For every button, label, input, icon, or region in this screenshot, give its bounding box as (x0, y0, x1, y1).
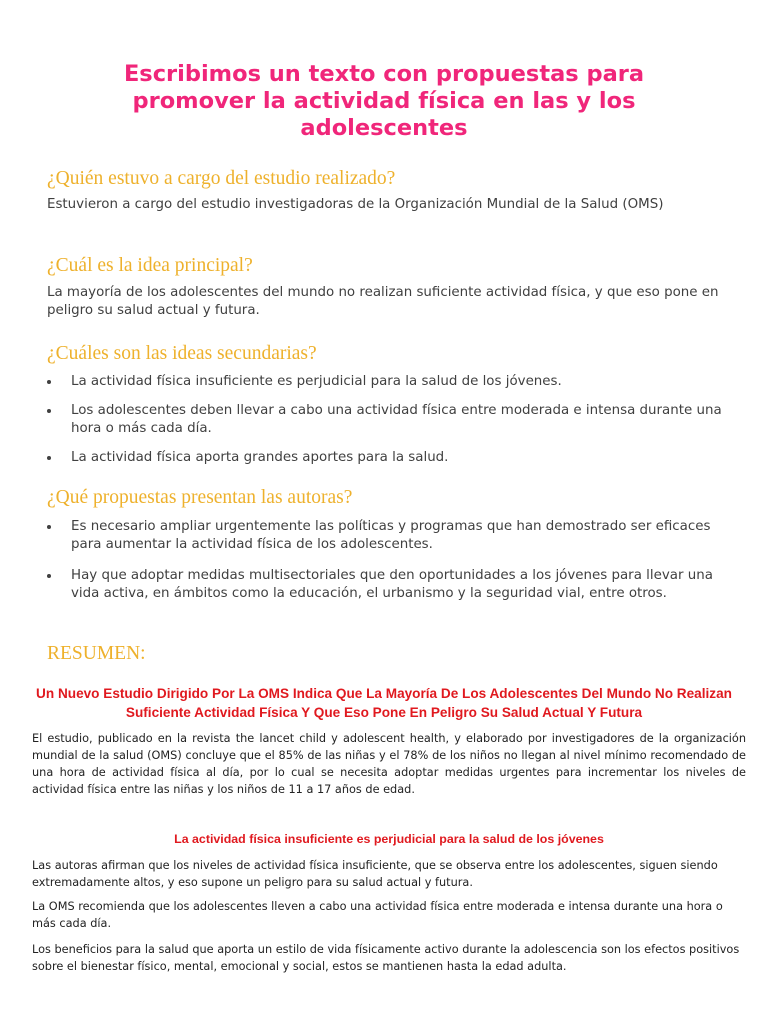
question-heading-2: ¿Cuál es la idea principal? (47, 255, 253, 276)
summary-subheading: La actividad física insuficiente es perjudicial para la salud de los jóvenes (174, 832, 604, 846)
summary-headline: Un Nuevo Estudio Dirigido Por La OMS Indica Que La Mayoría De Los Adolescentes Del Mundo No Realizan Suficiente Actividad Física Y Que Eso Pone En Peligro Su Salud Actual Y Futura (36, 686, 732, 720)
answer-paragraph-2: La mayoría de los adolescentes del mundo no realizan suficiente actividad física, y que eso pone en peligro su salud actual y futura. (47, 285, 719, 318)
list-item (47, 449, 727, 467)
bullet-icon (47, 456, 51, 460)
question-heading-1: ¿Quién estuvo a cargo del estudio realizado? (47, 168, 396, 189)
document-title: Escribimos un texto con propuestas para promover la actividad física en las y los adolescentes (123, 61, 645, 141)
question-heading-4: ¿Qué propuestas presentan las autoras? (47, 487, 353, 508)
summary-paragraph-2: La OMS recomienda que los adolescentes lleven a cabo una actividad física entre moderada e intensa durante una hora o más cada día. (32, 900, 723, 930)
summary-paragraph-1: Las autoras afirman que los niveles de actividad física insuficiente, que se observa entre los adolescentes, siguen siendo extremadamente altos, y eso supone un peligro para su salud actual y futura. (32, 859, 718, 889)
list-item (47, 402, 727, 438)
list-item-text: Hay que adoptar medidas multisectoriales que den oportunidades a los jóvenes para llevar una vida activa, en ámbitos como la educación, el urbanismo y la seguridad vial, entre otros. (71, 568, 713, 601)
bullet-icon (47, 409, 51, 413)
list-item-text: La actividad física insuficiente es perjudicial para la salud de los jóvenes. (71, 374, 562, 389)
bullet-icon (47, 574, 51, 578)
summary-paragraph-3: Los beneficios para la salud que aporta un estilo de vida físicamente activo durante la adolescencia son los efectos positivos sobre el bienestar físico, mental, emocional y social, estos se mantienen hasta la edad adulta. (32, 943, 740, 973)
list-item-text: La actividad física aporta grandes aportes para la salud. (71, 450, 449, 465)
list-item (47, 567, 727, 603)
list-item (47, 373, 727, 391)
bullet-icon (47, 380, 51, 384)
bullet-icon (47, 525, 51, 529)
summary-intro-paragraph: El estudio, publicado en la revista the lancet child y adolescent health, y elaborado por investigadores de la organización mundial de la salud (OMS) concluye que el 85% de las niñas y el 78% de los niños no llegan al nivel mínimo recomendado de una hora de actividad física al día, por lo cual se necesita adoptar medidas urgentes para incrementar los niveles de actividad física entre las niñas y los niños de 11 a 17 años de edad. (32, 732, 746, 796)
answer-paragraph-1: Estuvieron a cargo del estudio investigadoras de la Organización Mundial de la Salud (OMS) (47, 197, 664, 212)
question-heading-3: ¿Cuáles son las ideas secundarias? (47, 343, 317, 364)
list-item-text: Es necesario ampliar urgentemente las políticas y programas que han demostrado ser eficaces para aumentar la actividad física de los adolescentes. (71, 519, 711, 552)
list-item-text: Los adolescentes deben llevar a cabo una actividad física entre moderada e intensa durante una hora o más cada día. (71, 403, 722, 436)
list-item (47, 518, 727, 554)
resumen-heading: RESUMEN: (47, 643, 146, 664)
